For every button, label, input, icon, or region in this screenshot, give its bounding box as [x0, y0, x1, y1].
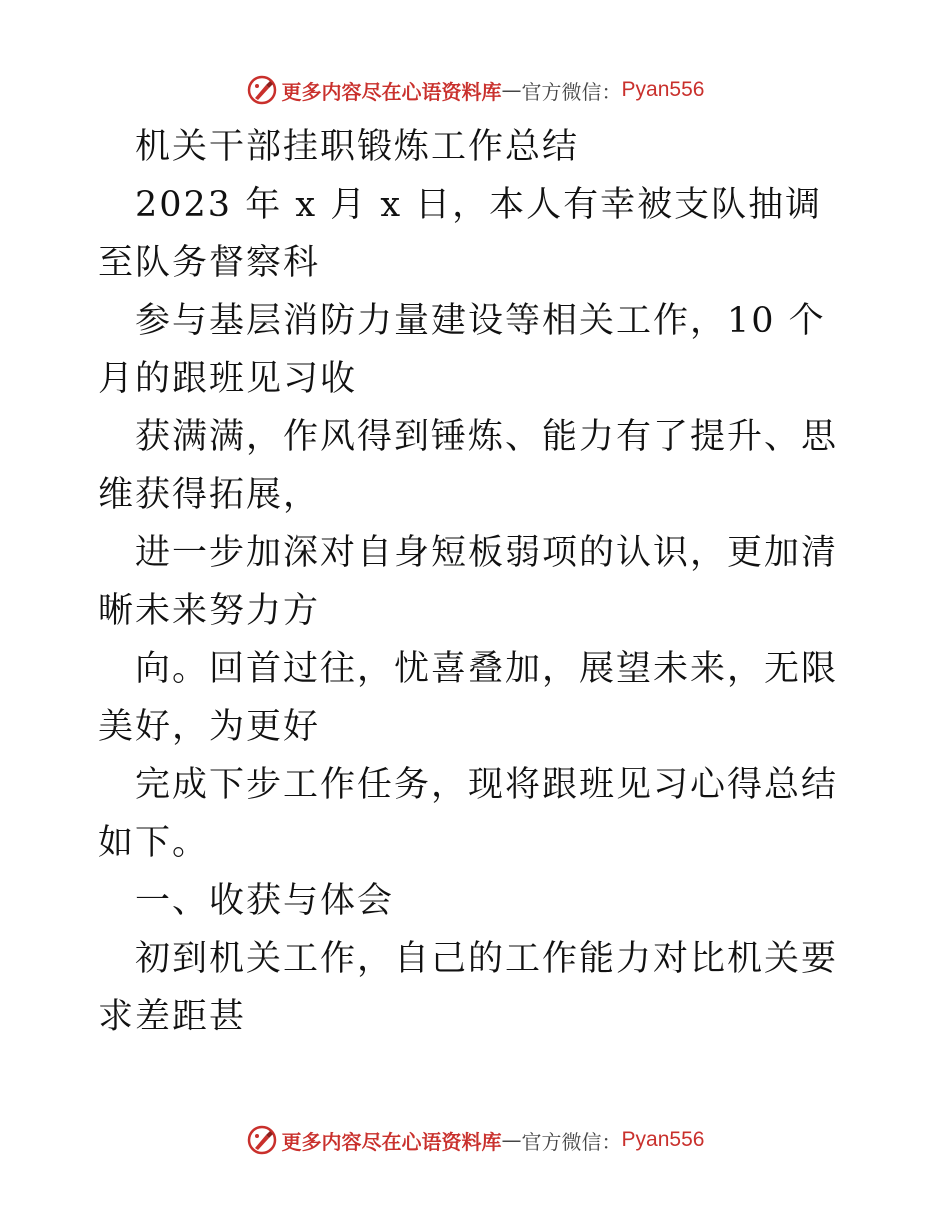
paragraph-4: 进一步加深对自身短板弱项的认识，更加清晰未来努力方: [98, 533, 839, 631]
pen-logo-icon: [246, 1124, 278, 1156]
footer-banner: [0, 1120, 950, 1160]
header-banner: [0, 70, 950, 110]
pen-logo-icon: [246, 74, 278, 106]
document-title: 机关干部挂职锻炼工作总结: [135, 127, 580, 167]
section-heading: 一、收获与体会: [135, 881, 395, 921]
banner-main-text: 更多内容尽在心语资料库: [281, 1129, 502, 1154]
banner-main-text: 更多内容尽在心语资料库: [281, 79, 502, 104]
banner-dash: —: [501, 1128, 522, 1152]
document-body: [98, 118, 858, 1046]
banner-wechat-id: Pyan556: [621, 78, 705, 101]
paragraph-3: 获满满，作风得到锤炼、能力有了提升、思维获得拓展，: [98, 417, 839, 515]
paragraph-5: 向。回首过往，忧喜叠加，展望未来，无限美好，为更好: [98, 649, 839, 747]
paragraph-1: 2023 年 x 月 x 日，本人有幸被支队抽调至队务督察科: [98, 185, 823, 283]
paragraph-6: 完成下步工作任务，现将跟班见习心得总结如下。: [98, 765, 839, 863]
banner-wechat-label: 官方微信：: [521, 79, 622, 104]
banner-wechat-label: 官方微信：: [521, 1129, 622, 1154]
banner-dash: —: [501, 78, 522, 102]
paragraph-7: 初到机关工作，自己的工作能力对比机关要求差距甚: [98, 939, 839, 1037]
paragraph-2: 参与基层消防力量建设等相关工作，10 个月的跟班见习收: [98, 301, 826, 399]
banner-wechat-id: Pyan556: [621, 1128, 705, 1151]
